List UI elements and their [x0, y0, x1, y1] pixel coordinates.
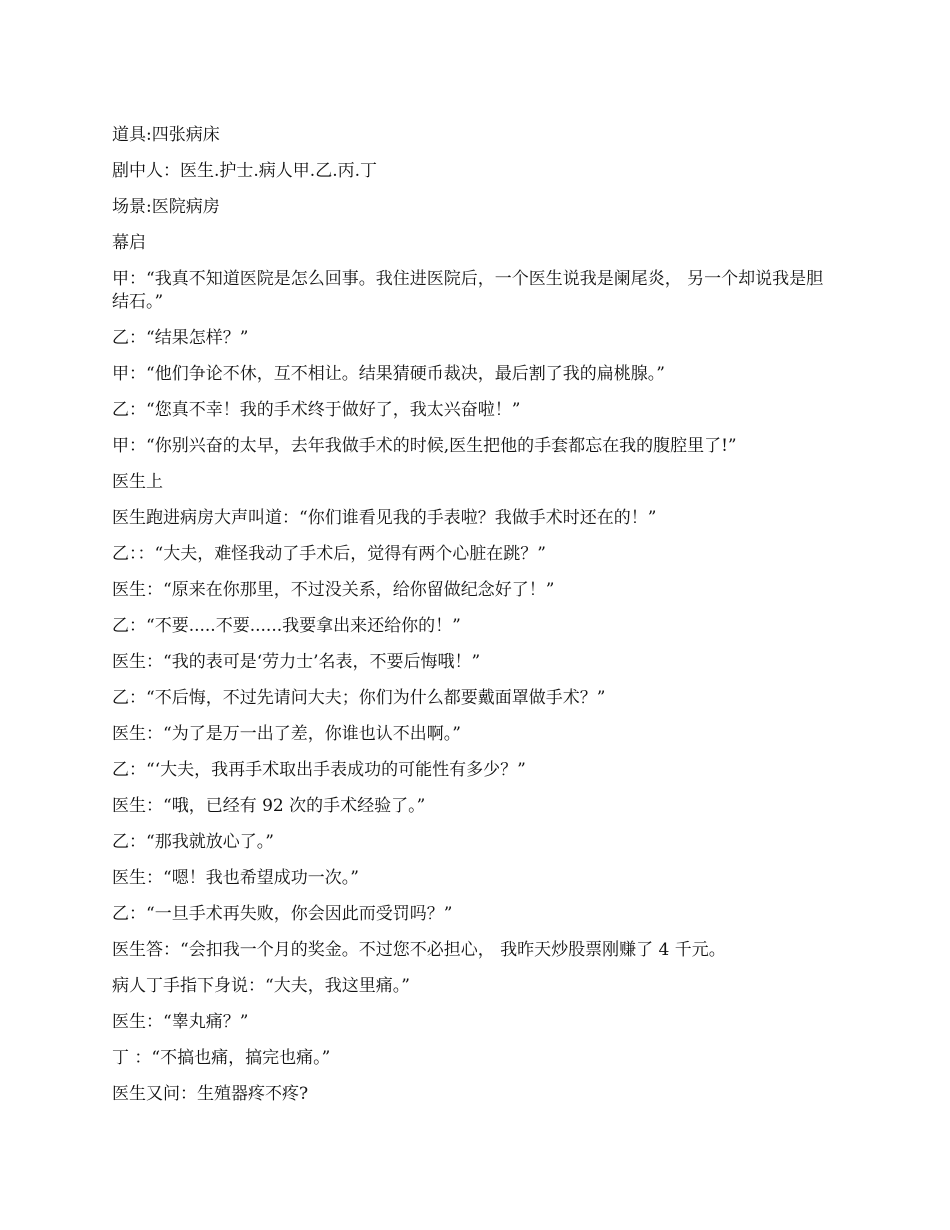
dialogue-line: 甲：“你别兴奋的太早，去年我做手术的时候,医生把他的手套都忘在我的腹腔里了!”: [112, 436, 737, 456]
dialogue-line: 医生：“哦，已经有 92 次的手术经验了。”: [112, 796, 426, 816]
dialogue-line: 乙：“结果怎样？”: [112, 328, 249, 348]
dialogue-line: 医生：“嗯！我也希望成功一次。”: [112, 868, 359, 888]
dialogue-line: 乙：“不后悔，不过先请问大夫；你们为什么都要戴面罩做手术？”: [112, 688, 606, 708]
dialogue-line: 乙：：“大夫，难怪我动了手术后，觉得有两个心脏在跳？”: [112, 544, 546, 564]
dialogue-line: 乙：“‘大夫，我再手术取出手表成功的可能性有多少？”: [112, 760, 526, 780]
dialogue-line: 医生：“为了是万一出了差，你谁也认不出啊。”: [112, 724, 461, 744]
dialogue-line: 乙：“不要.....不要......我要拿出来还给你的！”: [112, 616, 461, 636]
dialogue-line: 病人丁手指下身说：“大夫，我这里痛。”: [112, 976, 410, 996]
dialogue-line: 丁 ：“不搞也痛，搞完也痛。”: [112, 1048, 331, 1068]
props-line: 道具:四张病床: [112, 125, 220, 145]
dialogue-line: 医生：“睾丸痛？”: [112, 1012, 249, 1032]
dialogue-line: 医生：“原来在你那里，不过没关系，给你留做纪念好了！”: [112, 580, 555, 600]
dialogue-line: 乙：“您真不幸！我的手术终于做好了，我太兴奋啦！”: [112, 400, 521, 420]
dialogue-line: 乙：“一旦手术再失败，你会因此而受罚吗？”: [112, 904, 453, 924]
dialogue-line: 乙：“那我就放心了。”: [112, 832, 274, 852]
dialogue-line: 医生答：“会扣我一个月的奖金。不过您不必担心， 我昨天炒股票刚赚了 4 千元。: [112, 940, 726, 960]
dialogue-line: 甲：“我真不知道医院是怎么回事。我住进医院后，一个医生说我是阑尾炎， 另一个却说我是胆结石。”: [112, 269, 824, 312]
stage-direction: 医生上: [112, 472, 163, 492]
cast-line: 剧中人：医生.护士.病人甲.乙.丙.丁: [112, 161, 378, 181]
dialogue-line: 医生：“我的表可是‘劳力士’名表，不要后悔哦！”: [112, 652, 481, 672]
dialogue-line: 医生跑进病房大声叫道：“你们谁看见我的手表啦？我做手术时还在的！”: [112, 508, 657, 528]
curtain-line: 幕启: [112, 233, 146, 253]
document-body: [112, 124, 838, 1119]
scene-line: 场景:医院病房: [112, 197, 220, 217]
dialogue-line: 甲：“他们争论不休，互不相让。结果猜硬币裁决，最后割了我的扁桃腺。”: [112, 364, 665, 384]
dialogue-line: 医生又问：生殖器疼不疼?: [112, 1084, 309, 1104]
